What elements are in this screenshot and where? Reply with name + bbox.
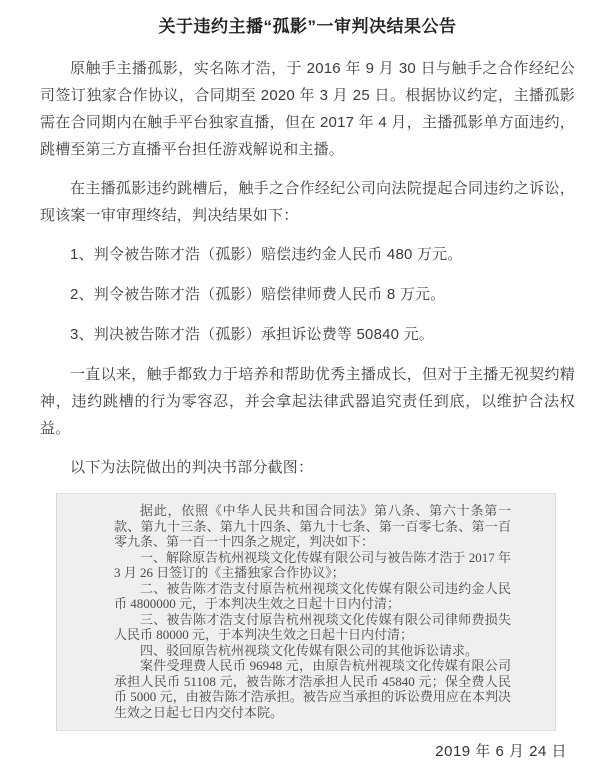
scan-paragraph-item-1: 一、解除原告杭州视琰文化传媒有限公司与被告陈才浩于 2017 年 3 月 26 日签订的《主播独家合作协议》；: [114, 549, 511, 580]
verdict-item-3: 3、判决被告陈才浩（孤影）承担诉讼费等 50840 元。: [70, 326, 434, 343]
scan-paragraph-item-3: 三、被告陈才浩支付原告杭州视琰文化传媒有限公司律师费损失人民币 80000 元，于本判决生效之日起十日内付清；: [114, 611, 511, 642]
verdict-item-2: 2、判令被告陈才浩（孤影）赔偿律师费人民币 8 万元。: [70, 286, 446, 303]
scan-paragraph-fees: 案件受理费人民币 96948 元，由原告杭州视琰文化传媒有限公司承担人民币 51108 元，被告陈才浩承担人民币 45840 元；保全费人民币 5000 元，由被告陈才浩承担。被告应当承担的诉讼费用应在本判决生效之日起七日内交付本院。: [114, 658, 511, 720]
statement-paragraph: 一直以来，触手都致力于培养和帮助优秀主播成长，但对于主播无视契约精神，违约跳槽的行为零容忍，并会拿起法律武器追究责任到底，以维护合法权益。: [40, 366, 575, 437]
scan-paragraph-basis: 据此，依照《中华人民共和国合同法》第八条、第六十条第一款、第九十三条、第九十四条、第九十七条、第一百零七条、第一百零九条、第一百一十四条之规定，判决如下：: [114, 503, 511, 549]
scan-intro-paragraph: 以下为法院做出的判决书部分截图：: [70, 459, 314, 476]
judgment-scan-image: [56, 493, 556, 731]
intro-paragraph: 原触手主播孤影，实名陈才浩，于 2016 年 9 月 30 日与触手之合作经纪公司签订独家合作协议，合同期至 2020 年 3 月 25 日。根据协议约定，主播孤影需在合同期内在触手平台独家直播，但在 2017 年 4 月，主播孤影单方面违约，跳槽至第三方直播平台担任游戏解说和主播。: [40, 60, 575, 158]
document-date: 2019 年 6 月 24 日: [435, 743, 567, 760]
lawsuit-paragraph: 在主播孤影违约跳槽后，触手之合作经纪公司向法院提起合同违约之诉讼，现该案一审审理终结，判决结果如下：: [40, 180, 575, 224]
page-title: 关于违约主播“孤影”一审判决结果公告: [158, 17, 457, 36]
scan-paragraph-item-4: 四、驳回原告杭州视琰文化传媒有限公司的其他诉讼请求。: [140, 642, 479, 658]
verdict-item-1: 1、判令被告陈才浩（孤影）赔偿违约金人民币 480 万元。: [70, 246, 463, 263]
scan-paragraph-item-2: 二、被告陈才浩支付原告杭州视琰文化传媒有限公司违约金人民币 4800000 元，于本判决生效之日起十日内付清；: [114, 580, 511, 611]
